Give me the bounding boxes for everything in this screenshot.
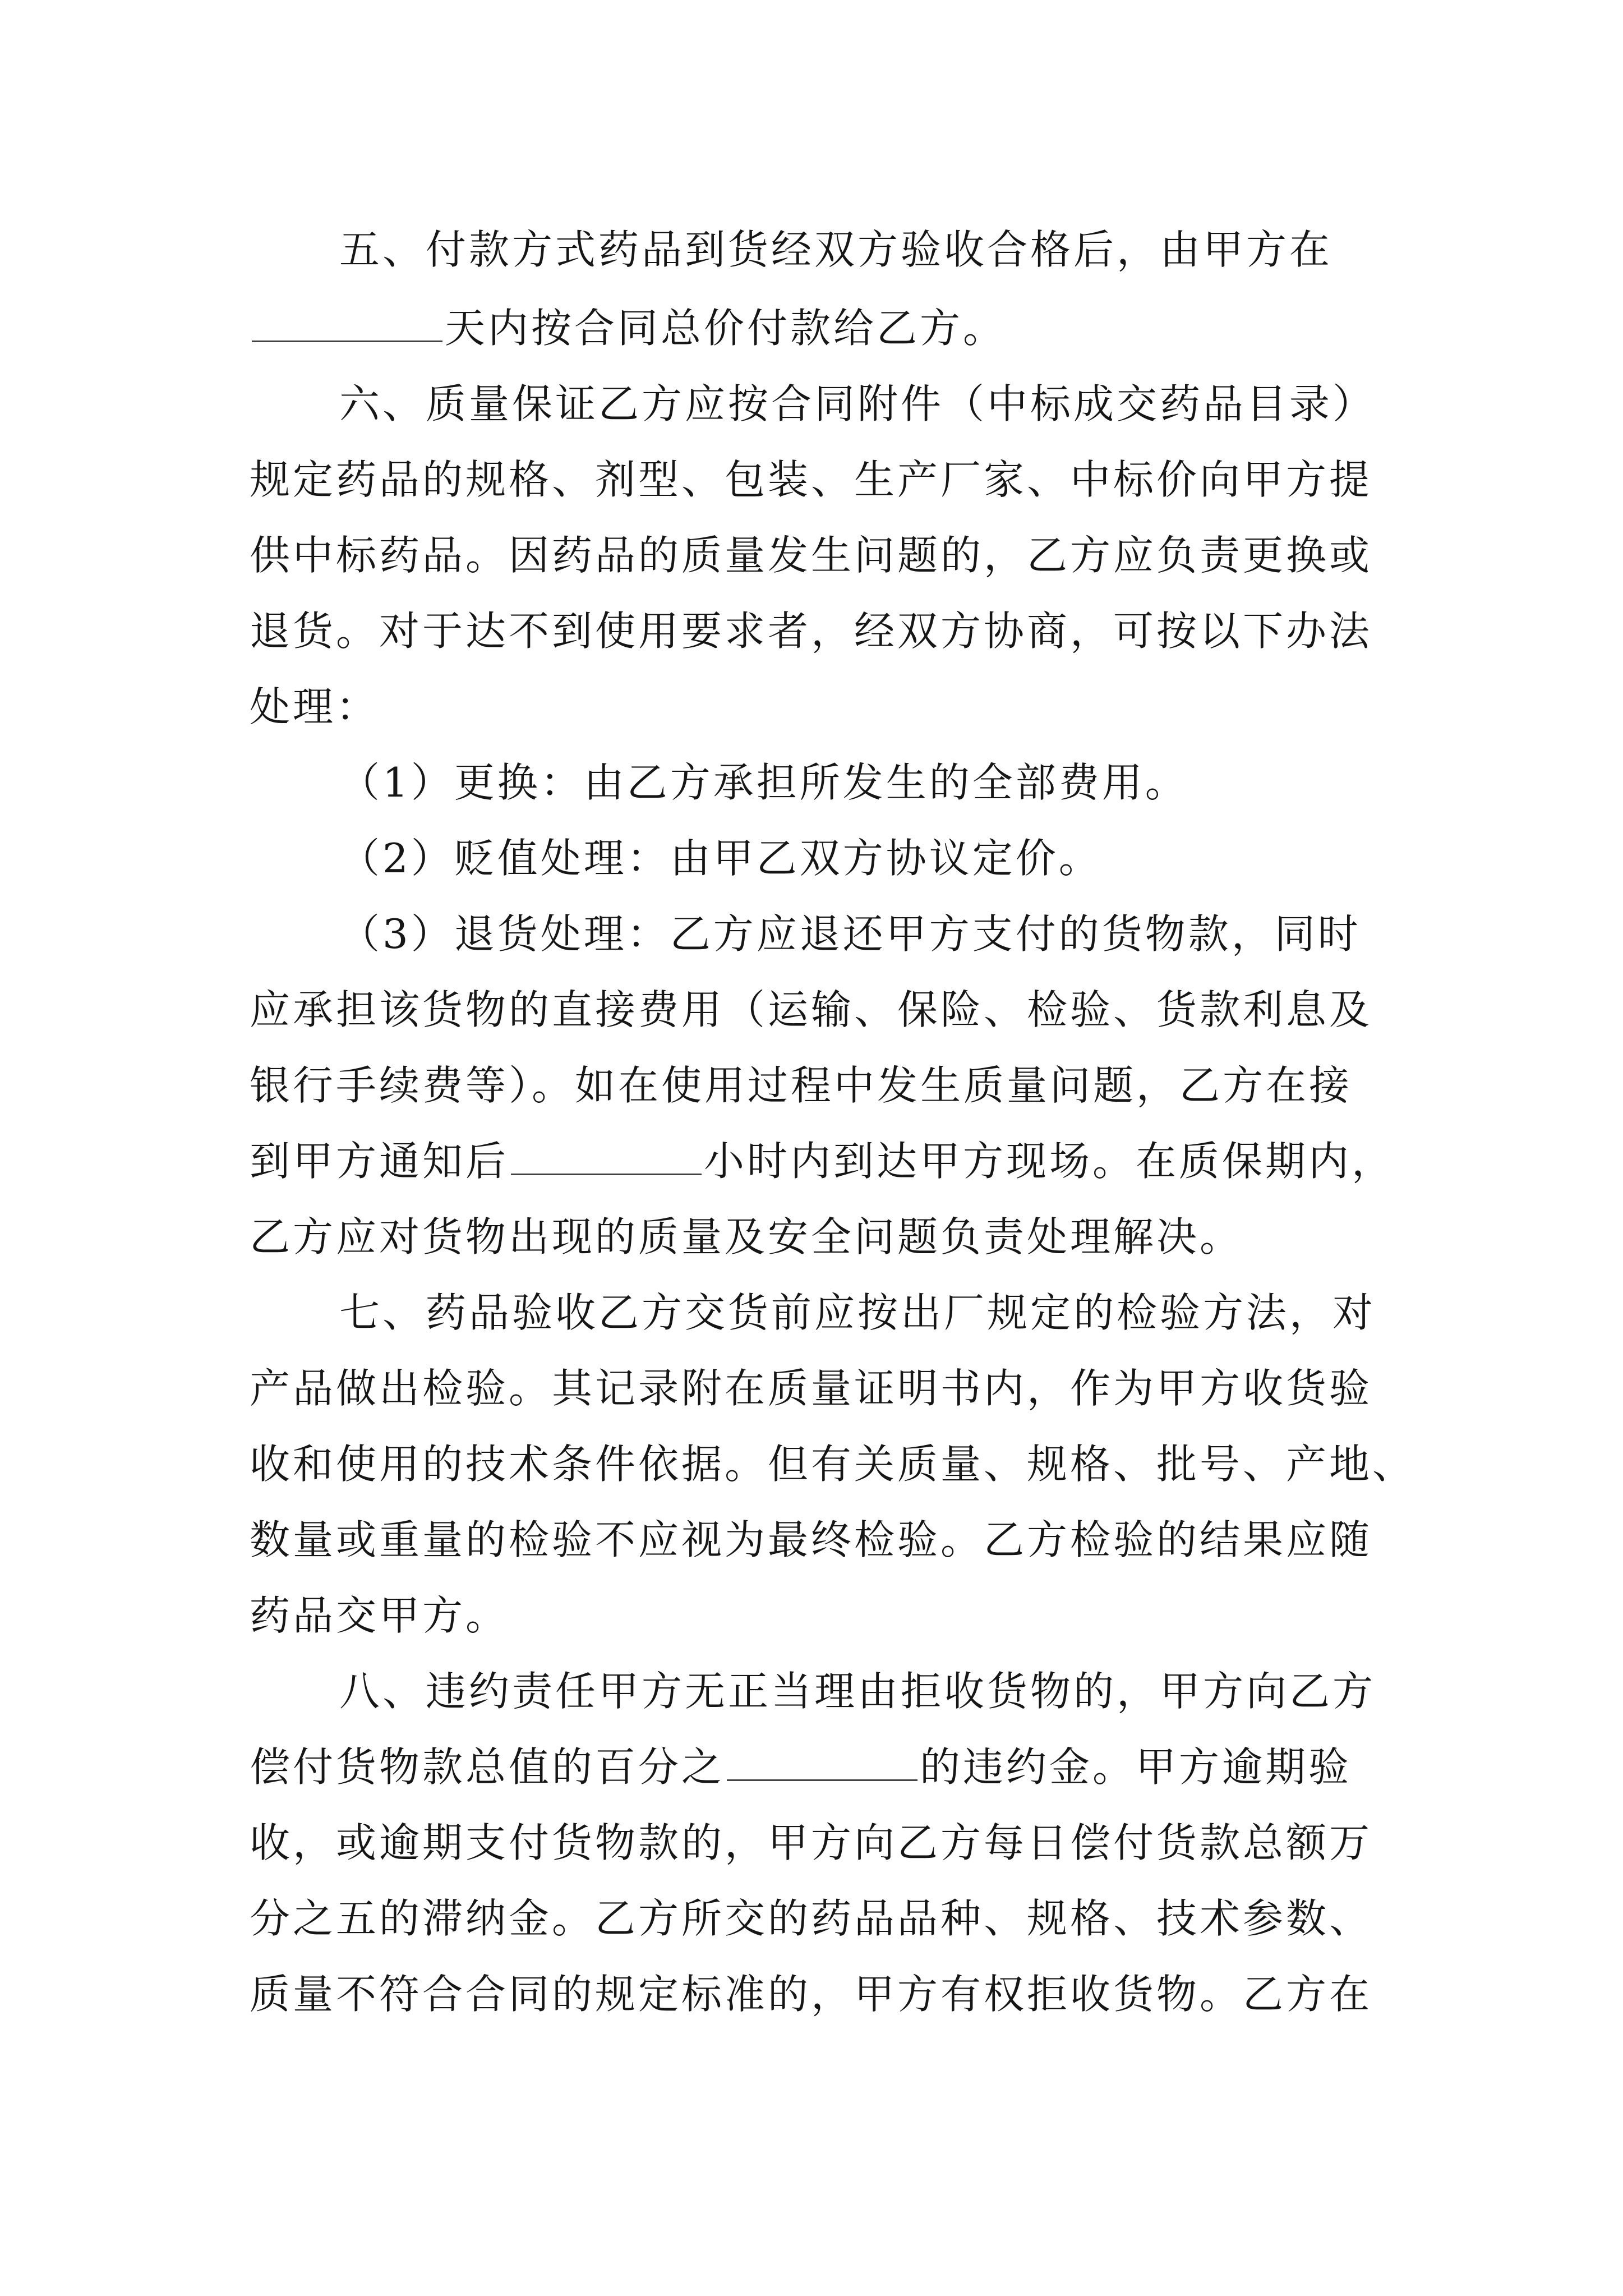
line-text: 药品交甲方。: [250, 1592, 509, 1639]
paragraph-line: [250, 300, 1405, 356]
paragraph-first-line: [339, 754, 1495, 811]
line-text: 五、付款方式药品到货经双方验收合格后，由甲方在: [339, 226, 1333, 273]
paragraph-line: [250, 1133, 1405, 1189]
line-text: 数量或重量的检验不应视为最终检验。乙方检验的结果应随: [250, 1516, 1373, 1563]
paragraph-first-line: [339, 1663, 1495, 1719]
line-text-after-blank: 的违约金。甲方逾期验: [920, 1743, 1352, 1791]
paragraph-first-line: [339, 906, 1495, 962]
line-text: 处理：: [250, 683, 380, 730]
paragraph-line: [250, 1890, 1405, 1947]
paragraph-line: [250, 1209, 1405, 1265]
fill-in-blank: [252, 307, 442, 342]
line-text: 质量不符合合同的规定标准的，甲方有权拒收货物。乙方在: [250, 1971, 1373, 2018]
line-text: 八、违约责任甲方无正当理由拒收货物的，甲方向乙方: [339, 1668, 1376, 1715]
line-text: 六、质量保证乙方应按合同附件（中标成交药品目录）: [339, 380, 1376, 427]
fill-in-blank: [727, 1746, 917, 1781]
paragraph-line: [250, 1057, 1405, 1114]
paragraph-line: [250, 1512, 1405, 1568]
fill-in-blank: [511, 1140, 702, 1175]
paragraph-line: [250, 679, 1405, 735]
paragraph-line: [250, 1588, 1405, 1644]
line-text: 银行手续费等）。如在使用过程中发生质量问题，乙方在接: [250, 1062, 1353, 1109]
line-text: 供中标药品。因药品的质量发生问题的，乙方应负责更换或: [250, 532, 1373, 579]
paragraph-line: [250, 527, 1405, 583]
line-text-after-blank: 小时内到达甲方现场。在质保期内，: [704, 1138, 1395, 1185]
paragraph-line: [250, 1436, 1416, 1492]
paragraph-line: [250, 603, 1405, 659]
paragraph-first-line: [339, 830, 1495, 886]
paragraph-line: [250, 1360, 1405, 1416]
paragraph-line: [250, 452, 1405, 508]
line-text: 收，或逾期支付货物款的，甲方向乙方每日偿付货款总额万: [250, 1819, 1373, 1866]
line-text: 收和使用的技术条件依据。但有关质量、规格、批号、产地、: [250, 1441, 1416, 1488]
paragraph-first-line: [339, 376, 1495, 432]
paragraph-first-line: [339, 1285, 1495, 1341]
line-text: 偿付货物款总值的百分之: [250, 1743, 725, 1791]
line-text: 规定药品的规格、剂型、包装、生产厂家、中标价向甲方提: [250, 456, 1373, 503]
line-text: （3）退货处理：乙方应退还甲方支付的货物款，同时: [339, 910, 1361, 958]
line-text: （2）贬值处理：由甲乙双方协议定价。: [339, 835, 1102, 882]
line-text: （1）更换：由乙方承担所发生的全部费用。: [339, 759, 1188, 806]
line-text: 分之五的滞纳金。乙方所交的药品品种、规格、技术参数、: [250, 1895, 1373, 1942]
paragraph-line: [250, 982, 1405, 1038]
line-text: 产品做出检验。其记录附在质量证明书内，作为甲方收货验: [250, 1365, 1373, 1412]
paragraph-first-line: [339, 222, 1495, 278]
paragraph-line: [250, 1815, 1405, 1871]
paragraph-line: [250, 1739, 1405, 1795]
line-text: 七、药品验收乙方交货前应按出厂规定的检验方法，对: [339, 1289, 1376, 1336]
paragraph-line: [250, 1966, 1405, 2022]
line-text: 退货。对于达不到使用要求者，经双方协商，可按以下办法: [250, 608, 1373, 655]
line-text: 乙方应对货物出现的质量及安全问题负责处理解决。: [250, 1213, 1243, 1260]
line-text: 应承担该货物的直接费用（运输、保险、检验、货款利息及: [250, 986, 1373, 1033]
line-text-after-blank: 天内按合同总价付款给乙方。: [445, 305, 1007, 352]
line-text: 到甲方通知后: [250, 1138, 509, 1185]
